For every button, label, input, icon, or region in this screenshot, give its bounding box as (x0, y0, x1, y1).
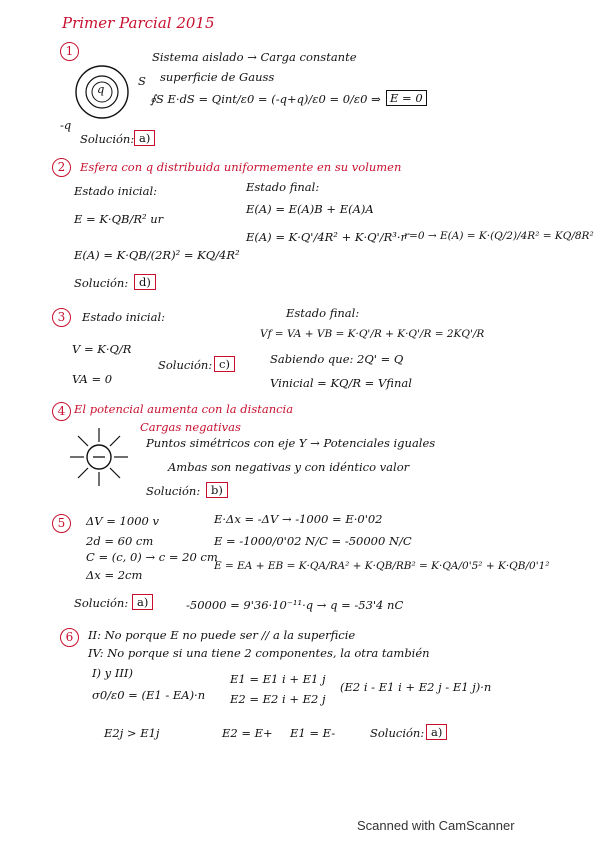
problem-4-number: 4 (52, 402, 71, 421)
p2-initial-label: Estado inicial: (74, 184, 158, 198)
scanner-watermark: Scanned with CamScanner (357, 818, 515, 833)
p1-result-box (386, 90, 427, 106)
p5-solution: a) (132, 594, 153, 610)
gauss-surface-figure (60, 60, 150, 130)
p1-solution-label: Solución: (80, 132, 135, 146)
p3-final-1: Vf = VA + VB = K·Q'/R + K·Q'/R = 2KQ'/R (260, 328, 485, 340)
p3-solution-label: Solución: (158, 358, 213, 372)
p5-solution-label: Solución: (74, 596, 129, 610)
p3-line-1: V = K·Q/R (72, 342, 132, 356)
p1-result: E = 0 (386, 90, 427, 106)
p4-line-2: Puntos simétricos con eje Y → Potenciales iguales (146, 436, 436, 450)
p6-line-1: II: No porque E no puede ser // a la superficie (88, 628, 356, 642)
p5-result-2: E = -1000/0'02 N/C = -50000 N/C (214, 534, 412, 548)
p6-solution-label: Solución: (370, 726, 425, 740)
p2-initial-2: E(A) = K·QB/(2R)² = KQ/4R² (74, 248, 240, 262)
p5-line-4: Δx = 2cm (86, 568, 143, 582)
p1-line-1: Sistema aislado → Carga constante (152, 50, 357, 64)
p4-solution: b) (206, 482, 228, 498)
p3-solution: c) (214, 356, 235, 372)
p4-line-3: Ambas son negativas y con idéntico valor (168, 460, 410, 474)
p6-equation-1: σ0/ε0 = (E1 - EA)·n (92, 688, 206, 702)
p4-solution-label: Solución: (146, 484, 201, 498)
p6-e1: E1 = E1 i + E1 j (230, 672, 326, 686)
problem-5-number: 5 (52, 514, 71, 533)
p2-initial-1: E = K·QB/R² ur (74, 212, 164, 226)
p6-solution: a) (426, 724, 447, 740)
p5-result-1: E·Δx = -ΔV → -1000 = E·0'02 (214, 512, 383, 526)
p6-line-3: I) y III) (92, 666, 133, 680)
p2-heading: Esfera con q distribuida uniformemente en su volumen (80, 160, 402, 174)
p4-solution-box (206, 482, 228, 498)
p6-line-2: IV: No porque si una tiene 2 componentes, la otra también (88, 646, 430, 660)
p2-solution: d) (134, 274, 156, 290)
p5-line-1: ΔV = 1000 v (86, 514, 159, 528)
problem-3-number: 3 (52, 308, 71, 327)
p5-line-3: C = (c, 0) → c = 20 cm (86, 550, 218, 564)
p6-line-6: E1 = E- (290, 726, 336, 740)
p2-final-3: r=0 → E(A) = K·(Q/2)/4R² = KQ/8R² (404, 230, 594, 242)
p3-final-2: Sabiendo que: 2Q' = Q (270, 352, 404, 366)
p3-line-2: VA = 0 (72, 372, 113, 386)
p2-final-2: E(A) = K·Q'/4R² + K·Q'/R³·r (246, 230, 406, 244)
p2-solution-label: Solución: (74, 276, 129, 290)
p1-charge-in: q (97, 82, 105, 96)
p6-line-5: E2 = E+ (222, 726, 273, 740)
p4-heading: El potencial aumenta con la distancia (74, 402, 294, 416)
p1-equation: ∮S E·dS = Qint/ε0 = (-q+q)/ε0 = 0/ε0 ⇒ (150, 92, 381, 106)
p6-solution-box (426, 724, 447, 740)
p1-solution-box (134, 130, 155, 146)
negative-charge-figure (64, 424, 134, 490)
p1-solution: a) (134, 130, 155, 146)
p4-line-1: Cargas negativas (140, 420, 241, 434)
p3-final-3: Vinicial = KQ/R = Vfinal (270, 376, 412, 390)
p3-final-label: Estado final: (286, 306, 360, 320)
p3-initial-label: Estado inicial: (82, 310, 166, 324)
p1-charge-out: -q (60, 118, 72, 132)
page-title: Primer Parcial 2015 (62, 14, 215, 32)
p6-e2: E2 = E2 i + E2 j (230, 692, 326, 706)
problem-6-number: 6 (60, 628, 79, 647)
p5-solution-box (132, 594, 153, 610)
p6-line-4: E2j > E1j (104, 726, 160, 740)
problem-2-number: 2 (52, 158, 71, 177)
p2-solution-box (134, 274, 156, 290)
p5-line-2: 2d = 60 cm (86, 534, 154, 548)
p5-result-4: -50000 = 9'36·10⁻¹¹·q → q = -53'4 nC (186, 598, 404, 612)
p2-final-1: E(A) = E(A)B + E(A)A (246, 202, 374, 216)
problem-1-number: 1 (60, 42, 79, 61)
p3-solution-box (214, 356, 235, 372)
p2-final-label: Estado final: (246, 180, 320, 194)
p1-line-2: superficie de Gauss (160, 70, 275, 84)
p1-surface-label: S (138, 74, 146, 88)
p6-equation-2: (E2 i - E1 i + E2 j - E1 j)·n (340, 680, 492, 694)
p5-result-3: E = EA + EB = K·QA/RA² + K·QB/RB² = K·QA/0'5² + K·QB/0'1² (214, 560, 550, 572)
